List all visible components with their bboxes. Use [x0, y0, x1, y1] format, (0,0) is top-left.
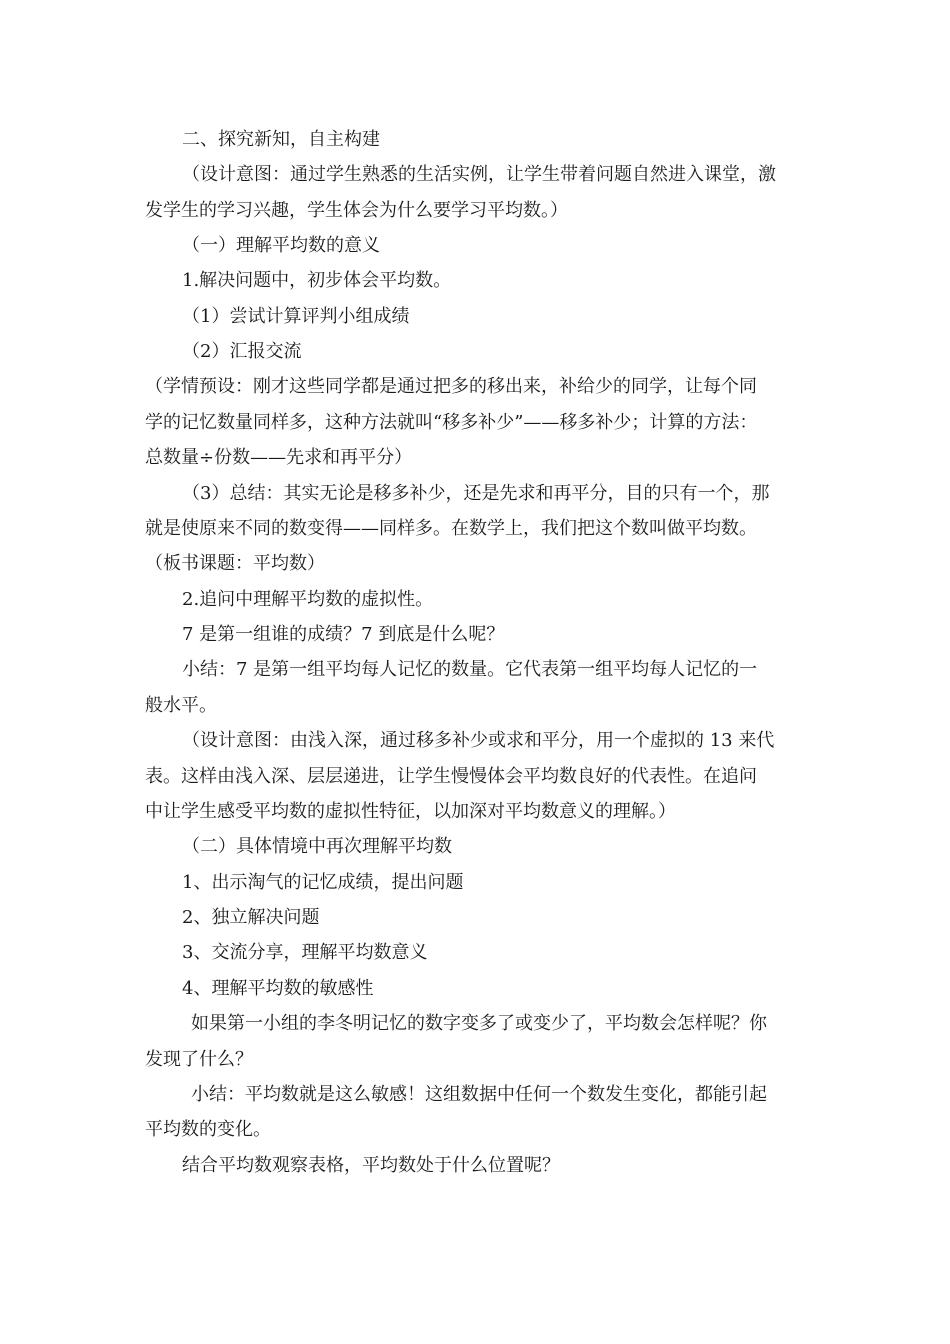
paragraph: 小结：7 是第一组平均每人记忆的数量。它代表第一组平均每人记忆的一: [182, 659, 758, 680]
subsection-heading-1: （一）理解平均数的意义: [182, 235, 380, 256]
design-intent-line-1: （设计意图：通过学生熟悉的生活实例，让学生带着问题自然进入课堂，激: [182, 164, 776, 185]
paragraph: 般水平。: [145, 695, 217, 716]
paragraph: 2.追问中理解平均数的虚拟性。: [182, 589, 434, 610]
paragraph: （设计意图：由浅入深，通过移多补少或求和平分，用一个虚拟的 13 来代: [182, 730, 775, 751]
paragraph: （学情预设：刚才这些同学都是通过把多的移出来，补给少的同学，让每个同: [145, 376, 757, 397]
design-intent-line-2: 发学生的学习兴趣，学生体会为什么要学习平均数。）: [145, 200, 568, 221]
paragraph: 中让学生感受平均数的虚拟性特征，以加深对平均数意义的理解。）: [145, 801, 676, 822]
paragraph: 表。这样由浅入深、层层递进，让学生慢慢体会平均数良好的代表性。在追问: [145, 766, 757, 787]
subsection-heading-2: （二）具体情境中再次理解平均数: [182, 836, 452, 857]
paragraph: 如果第一小组的李冬明记忆的数字变多了或变少了，平均数会怎样呢？你: [191, 1013, 767, 1034]
paragraph: 学的记忆数量同样多，这种方法就叫“移多补少”——移多补少；计算的方法：: [145, 412, 758, 433]
paragraph: 小结：平均数就是这么敏感！这组数据中任何一个数发生变化，都能引起: [191, 1084, 767, 1105]
list-item: （1）尝试计算评判小组成绩: [182, 306, 410, 327]
list-item: （2）汇报交流: [182, 341, 302, 362]
paragraph: 结合平均数观察表格，平均数处于什么位置呢？: [182, 1155, 560, 1176]
list-item: 3、交流分享，理解平均数意义: [182, 942, 428, 963]
paragraph: 发现了什么？: [145, 1049, 253, 1070]
list-item: 4、理解平均数的敏感性: [182, 978, 374, 999]
paragraph: 1.解决问题中，初步体会平均数。: [182, 270, 452, 291]
paragraph: 7 是第一组谁的成绩？7 到底是什么呢？: [182, 624, 505, 645]
section-heading: 二、探究新知，自主构建: [182, 129, 380, 150]
list-item: 1、出示淘气的记忆成绩，提出问题: [182, 872, 464, 893]
list-item: 2、独立解决问题: [182, 907, 320, 928]
paragraph: （板书课题：平均数）: [145, 553, 325, 574]
paragraph: 平均数的变化。: [145, 1119, 271, 1140]
paragraph: 总数量÷份数——先求和再平分）: [145, 447, 413, 468]
paragraph: （3）总结：其实无论是移多补少，还是先求和再平分，目的只有一个，那: [182, 483, 770, 504]
paragraph: 就是使原来不同的数变得——同样多。在数学上，我们把这个数叫做平均数。: [145, 518, 757, 539]
